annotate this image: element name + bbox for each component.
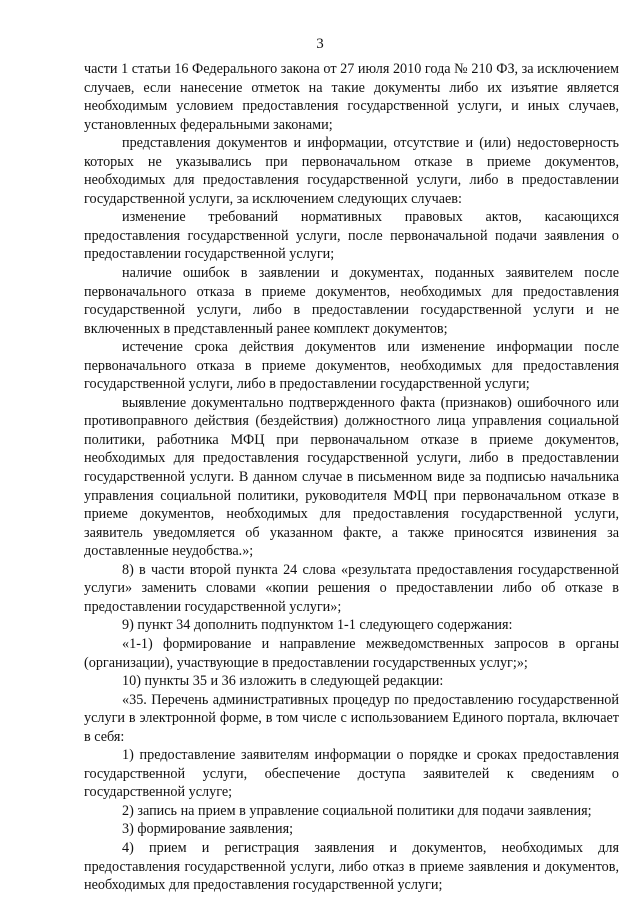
paragraph: наличие ошибок в заявлении и документах, поданных заявителем после первоначального отказа в приеме документов, необходимых для предоставления государственной услуги, либо в предоставлении государственной услуги и не включенных в представленный ранее комплект документов; xyxy=(84,265,619,337)
paragraph: 2) запись на прием в управление социальной политики для подачи заявления; xyxy=(122,802,592,819)
paragraph: представления документов и информации, отсутствие и (или) недостоверность которых не указывались при первоначальном отказе в приеме документов, необходимых для предоставления государственной услуги, либо в предоставлении государственной услуги, за исключением следующих случаев: xyxy=(84,135,619,207)
paragraph: 10) пункты 35 и 36 изложить в следующей редакции: xyxy=(122,673,444,690)
paragraph: «1-1) формирование и направление межведомственных запросов в органы (организации), участвующие в предоставлении государственных услуг;»; xyxy=(84,635,619,671)
paragraph: истечение срока действия документов или изменение информации после первоначального отказа в приеме документов, необходимых для предоставления государственной услуги, либо в предоставлении государственной услуги; xyxy=(84,339,619,393)
paragraph: 9) пункт 34 дополнить подпунктом 1-1 следующего содержания: xyxy=(122,617,513,634)
paragraph: 4) прием и регистрация заявления и документов, необходимых для предоставления государственной услуги, либо отказ в приеме заявления и документов, необходимых для предоставления государственной услуги; xyxy=(84,839,619,894)
paragraph: «35. Перечень административных процедур по предоставлению государственной услуги в электронной форме, в том числе с использованием Единого портала, включает в себя: xyxy=(84,691,619,745)
document-body xyxy=(84,60,619,895)
paragraph: выявление документально подтвержденного факта (признаков) ошибочного или противоправного действия (бездействия) должностного лица управления социальной политики, работника МФЦ при первоначальном отказе в приеме документов, необходимых для предоставления государственной услуги, либо в предоставлении государственной услуги. В данном случае в письменном виде за подписью начальника управления социальной политики, руководителя МФЦ при первоначальном отказе в приеме документов, необходимых для предоставления государственной услуги, заявитель уведомляется об указанном факте, а также приносятся извинения за доставленные неудобства.»; xyxy=(84,394,619,560)
paragraph: изменение требований нормативных правовых актов, касающихся предоставления государственной услуги, после первоначальной подачи заявления о предоставлении государственной услуги; xyxy=(84,209,619,263)
page-number: 3 xyxy=(316,36,324,52)
paragraph: 3) формирование заявления; xyxy=(122,821,294,838)
paragraph: части 1 статьи 16 Федерального закона от 27 июля 2010 года № 210 ФЗ, за исключением случаев, если нанесение отметок на такие документы либо их изъятие является необходимым условием предоставления государственной услуги, и иных случаев, установленных федеральными законами; xyxy=(84,61,619,133)
paragraph: 8) в части второй пункта 24 слова «результата предоставления государственной услуги» заменить словами «копии решения о предоставлении либо об отказе в предоставлении государственной услуги»; xyxy=(84,561,619,615)
paragraph: 1) предоставление заявителям информации о порядке и сроках предоставления государственной услуги, обеспечение доступа заявителей к сведениям о государственной услуге; xyxy=(84,747,619,801)
